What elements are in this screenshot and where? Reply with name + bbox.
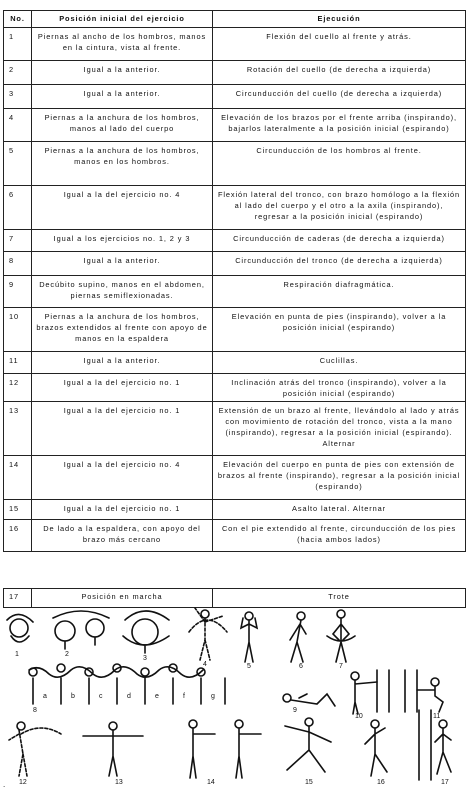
table-row xyxy=(4,276,466,308)
figure-number-label: 1 xyxy=(15,651,19,658)
row-execution: Asalto lateral. Alternar xyxy=(213,500,466,520)
figure-letter-label: e xyxy=(155,693,159,700)
table-row xyxy=(4,28,466,61)
row-position: Igual a la anterior. xyxy=(32,85,213,109)
figure-number-label: 3 xyxy=(143,655,147,662)
figure-number-label: 10 xyxy=(355,713,363,720)
figure-number-label: 13 xyxy=(115,779,123,786)
row-execution: Elevación en punta de pies (inspirando), volver a la posición inicial (espirando) xyxy=(213,308,466,352)
table-row xyxy=(4,589,466,608)
figure-1-head xyxy=(7,614,33,642)
row-execution: Elevación de los brazos por el frente arriba (inspirando), bajarlos lateralmente a la posición inicial (espirando) xyxy=(213,109,466,142)
row-position: Igual a la anterior. xyxy=(32,61,213,85)
table-row xyxy=(4,230,466,252)
table-row xyxy=(4,352,466,374)
figure-number-label: 17 xyxy=(441,779,449,786)
figure-number-label: 8 xyxy=(33,707,37,714)
row-number: 3 xyxy=(4,85,32,109)
row-position: Piernas a la anchura de los hombros, manos en los hombros. xyxy=(32,142,213,186)
header-no: No. xyxy=(4,11,32,28)
row-execution: Circunducción del tronco (de derecha a izquierda) xyxy=(213,252,466,276)
figure-number-label: 12 xyxy=(19,779,27,786)
header-position: Posición inicial del ejercicio xyxy=(32,11,213,28)
row-position: Piernas a la anchura de los hombros, brazos extendidos al frente con apoyo de manos en la espaldera xyxy=(32,308,213,352)
table-row xyxy=(4,186,466,230)
figure-number-label: 16 xyxy=(377,779,385,786)
row-position: De lado a la espaldera, con apoyo del brazo más cercano xyxy=(32,520,213,552)
row-execution: Con el pie extendido al frente, circunducción de los pies (hacia ambos lados) xyxy=(213,520,466,552)
row-position: Igual a la del ejercicio no. 1 xyxy=(32,500,213,520)
row-position: Igual a la del ejercicio no. 1 xyxy=(32,402,213,456)
row-execution: Trote xyxy=(213,589,466,608)
row-number: 5 xyxy=(4,142,32,186)
row-number: 2 xyxy=(4,61,32,85)
footer-mark: . xyxy=(3,780,6,789)
row-position: Igual a los ejercicios no. 1, 2 y 3 xyxy=(32,230,213,252)
row-position: Igual a la del ejercicio no. 4 xyxy=(32,456,213,500)
figure-16-person xyxy=(365,720,387,776)
figure-letter-label: f xyxy=(183,693,185,700)
figure-number-label: 4 xyxy=(203,661,207,668)
row-execution: Flexión lateral del tronco, con brazo homólogo a la flexión al lado del cuerpo y el otro a la axila (inspirando), regresar a la posición inicial (espirando) xyxy=(213,186,466,230)
table-row xyxy=(4,142,466,186)
figure-15-person xyxy=(285,718,331,772)
row-execution: Circunducción de caderas (de derecha a izquierda) xyxy=(213,230,466,252)
row-number: 17 xyxy=(4,589,32,608)
figure-letter-label: g xyxy=(211,693,215,700)
row-position: Igual a la anterior. xyxy=(32,252,213,276)
figure-number-label: 5 xyxy=(247,663,251,670)
table-row xyxy=(4,85,466,109)
table-row xyxy=(4,308,466,352)
table-row xyxy=(4,520,466,552)
row-number: 16 xyxy=(4,520,32,552)
figure-14-person xyxy=(189,720,261,778)
exercise-row-17 xyxy=(3,588,466,608)
row-execution: Elevación del cuerpo en punta de pies con extensión de brazos al frente (inspirando), regresar a la posición inicial (espirando) xyxy=(213,456,466,500)
row-number: 6 xyxy=(4,186,32,230)
row-number: 11 xyxy=(4,352,32,374)
row-position: Igual a la del ejercicio no. 1 xyxy=(32,374,213,402)
row-number: 1 xyxy=(4,28,32,61)
row-position: Decúbito supino, manos en el abdomen, piernas semiflexionadas. xyxy=(32,276,213,308)
figure-17-person xyxy=(419,710,451,780)
row-number: 15 xyxy=(4,500,32,520)
row-execution: Rotación del cuello (de derecha a izquierda) xyxy=(213,61,466,85)
figure-number-label: 15 xyxy=(305,779,313,786)
figure-number-label: 9 xyxy=(293,707,297,714)
row-execution: Circunducción del cuello (de derecha a izquierda) xyxy=(213,85,466,109)
row-number: 13 xyxy=(4,402,32,456)
row-execution: Cuclillas. xyxy=(213,352,466,374)
row-position: Igual a la del ejercicio no. 4 xyxy=(32,186,213,230)
figure-4-person xyxy=(189,608,227,660)
table-row xyxy=(4,456,466,500)
row-number: 9 xyxy=(4,276,32,308)
row-number: 12 xyxy=(4,374,32,402)
figure-5-person xyxy=(241,612,257,662)
figure-12-person xyxy=(9,722,61,776)
figure-7-person xyxy=(327,610,355,662)
row-execution: Circunducción de los hombros al frente. xyxy=(213,142,466,186)
table-row xyxy=(4,61,466,85)
figure-number-label: 11 xyxy=(433,713,441,720)
figure-2-head xyxy=(53,611,109,649)
figure-6-person xyxy=(290,612,306,662)
figure-number-label: 2 xyxy=(65,651,69,658)
header-row xyxy=(4,11,466,28)
row-execution: Respiración diafragmática. xyxy=(213,276,466,308)
figure-3-head xyxy=(123,611,169,653)
figure-9-person xyxy=(283,694,335,706)
row-position: Igual a la anterior. xyxy=(32,352,213,374)
figure-13-person xyxy=(83,722,143,776)
table-row xyxy=(4,252,466,276)
row-execution: Extensión de un brazo al frente, llevándolo al lado y atrás con movimiento de rotación del tronco, vista a la mano (inspirando), regresar a la posición inicial (espirando). Alternar xyxy=(213,402,466,456)
row-execution: Inclinación atrás del tronco (inspirando), volver a la posición inicial (espirando) xyxy=(213,374,466,402)
figure-letter-label: d xyxy=(127,693,131,700)
figure-number-label: 6 xyxy=(299,663,303,670)
exercise-table xyxy=(3,10,466,552)
table-row xyxy=(4,500,466,520)
row-number: 4 xyxy=(4,109,32,142)
figure-letter-label: b xyxy=(71,693,75,700)
row-number: 10 xyxy=(4,308,32,352)
row-position: Piernas a la anchura de los hombros, manos al lado del cuerpo xyxy=(32,109,213,142)
row-number: 8 xyxy=(4,252,32,276)
figure-number-label: 7 xyxy=(339,663,343,670)
header-execution: Ejecución xyxy=(213,11,466,28)
figure-10-person xyxy=(351,670,389,714)
figure-letter-label: c xyxy=(99,693,103,700)
table-row xyxy=(4,109,466,142)
table-row xyxy=(4,374,466,402)
row-execution: Flexión del cuello al frente y atrás. xyxy=(213,28,466,61)
figure-letter-label: a xyxy=(43,693,47,700)
figure-number-label: 14 xyxy=(207,779,215,786)
exercise-illustrations xyxy=(3,606,465,786)
row-position: Piernas al ancho de los hombros, manos en la cintura, vista al frente. xyxy=(32,28,213,61)
row-number: 14 xyxy=(4,456,32,500)
table-row xyxy=(4,402,466,456)
row-number: 7 xyxy=(4,230,32,252)
row-position: Posición en marcha xyxy=(32,589,213,608)
figure-11-person xyxy=(405,670,443,712)
